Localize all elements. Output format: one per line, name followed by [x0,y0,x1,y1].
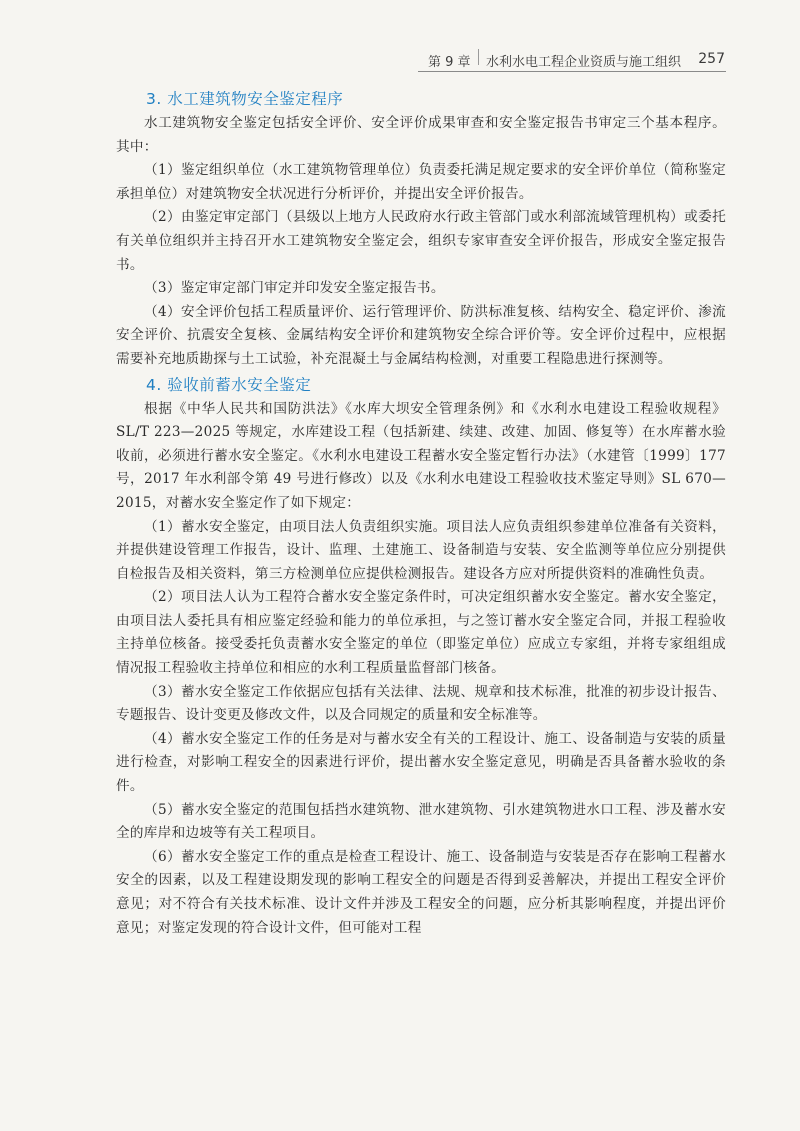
chapter-label: 第 9 章 [428,55,471,70]
page-body [116,86,726,940]
paragraph: （5）蓄水安全鉴定的范围包括挡水建筑物、泄水建筑物、引水建筑物进水口工程、涉及蓄水安全的库岸和边坡等有关工程项目。 [116,801,726,842]
page-number: 257 [698,51,725,67]
running-header [420,45,725,71]
paragraph: （4）蓄水安全鉴定工作的任务是对与蓄水安全有关的工程设计、施工、设备制造与安装的质量进行检查，对影响工程安全的因素进行评价，提出蓄水安全鉴定意见，明确是否具备蓄水验收的条件。 [116,730,726,795]
paragraph: 根据《中华人民共和国防洪法》《水库大坝安全管理条例》和《水利水电建设工程验收规程》SL/T 223—2025 等规定，水库建设工程（包括新建、续建、改建、加固、修复等）在水库蓄水验收前，必须进行蓄水安全鉴定。《水利水电建设工程蓄水安全鉴定暂行办法》（水建管〔1999〕177 号，2017 年水利部令第 49 号进行修改）以及《水利水电建设工程验收技术鉴定导则》SL 670—2015，对蓄水安全鉴定作了如下规定： [116,400,726,511]
paragraph: （2）由鉴定审定部门（县级以上地方人民政府水行政主管部门或水利部流域管理机构）或委托有关单位组织并主持召开水工建筑物安全鉴定会，组织专家审查安全评价报告，形成安全鉴定报告书。 [116,209,726,273]
header-separator [478,49,479,65]
paragraph: （6）蓄水安全鉴定工作的重点是检查工程设计、施工、设备制造与安装是否存在影响工程蓄水安全的因素，以及工程建设期发现的影响工程安全的问题是否得到妥善解决，并提出工程安全评价意见；对不符合有关技术标准、设计文件并涉及工程安全的问题，应分析其影响程度，并提出评价意见；对鉴定发现的符合设计文件，但可能对工程 [116,848,726,936]
paragraph: （1）蓄水安全鉴定，由项目法人负责组织实施。项目法人应负责组织参建单位准备有关资料，并提供建设管理工作报告，设计、监理、土建施工、设备制造与安装、安全监测等单位应分别提供自检报告及相关资料，第三方检测单位应提供检测报告。建设各方应对所提供资料的准确性负责。 [116,518,726,582]
paragraph: （4）安全评价包括工程质量评价、运行管理评价、防洪标准复核、结构安全、稳定评价、渗流安全评价、抗震安全复核、金属结构安全评价和建筑物安全综合评价等。安全评价过程中，应根据需要补充地质勘探与土工试验，补充混凝土与金属结构检测，对重要工程隐患进行探测等。 [116,303,726,367]
paragraph: （1）鉴定组织单位（水工建筑物管理单位）负责委托满足规定要求的安全评价单位（简称鉴定承担单位）对建筑物安全状况进行分析评价，并提出安全评价报告。 [116,162,726,202]
section-heading-4: 4. 验收前蓄水安全鉴定 [146,375,312,394]
section-heading-3: 3. 水工建筑物安全鉴定程序 [146,90,344,108]
paragraph: 水工建筑物安全鉴定包括安全评价、安全评价成果审查和安全鉴定报告书审定三个基本程序。其中： [116,115,726,155]
paragraph: （3）鉴定审定部门审定并印发安全鉴定报告书。 [144,280,445,297]
chapter-title: 水利水电工程企业资质与施工组织 [486,55,682,70]
paragraph: （3）蓄水安全鉴定工作依据应包括有关法律、法规、规章和技术标准，批准的初步设计报告、专题报告、设计变更及修改文件，以及合同规定的质量和安全标准等。 [116,683,726,724]
header-rule [418,71,726,72]
paragraph: （2）项目法人认为工程符合蓄水安全鉴定条件时，可决定组织蓄水安全鉴定。蓄水安全鉴定，由项目法人委托具有相应鉴定经验和能力的单位承担，与之签订蓄水安全鉴定合同，并报工程验收主持单位核备。接受委托负责蓄水安全鉴定的单位（即鉴定单位）应成立专家组，并将专家组组成情况报工程验收主持单位和相应的水利工程质量监督部门核备。 [116,589,726,677]
